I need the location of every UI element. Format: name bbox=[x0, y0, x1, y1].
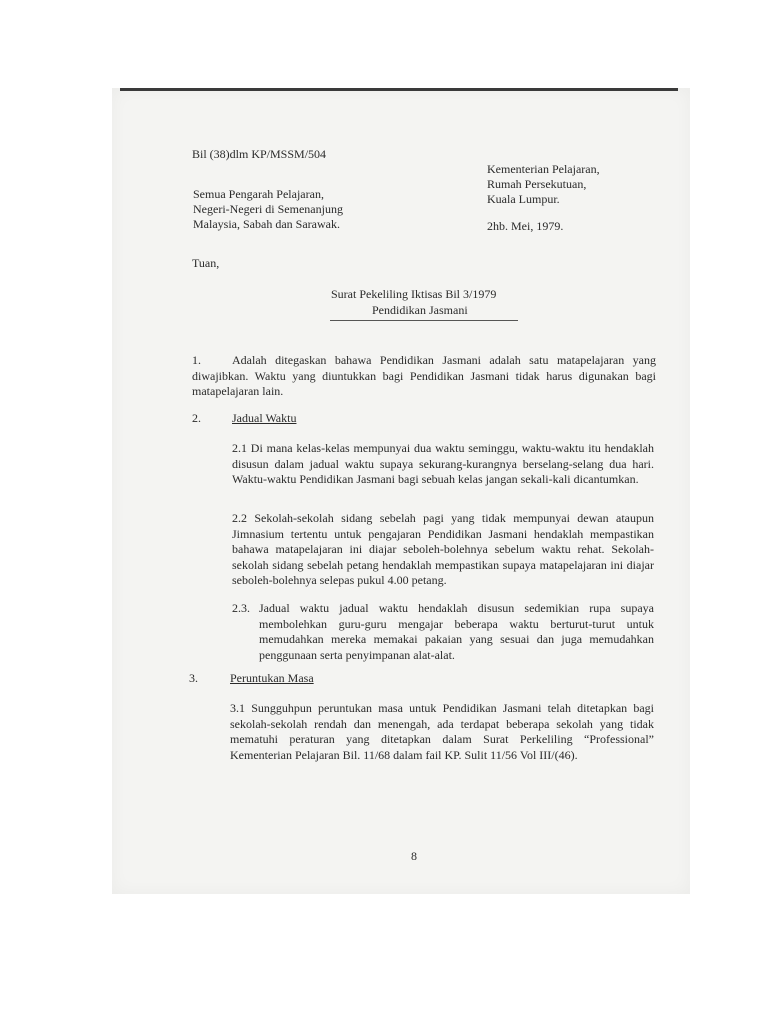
recipient-line-2: Negeri-Negeri di Semenanjung bbox=[193, 202, 343, 216]
recipient-line-1: Semua Pengarah Pelajaran, bbox=[193, 187, 324, 201]
paragraph-2-3-number: 2.3. bbox=[232, 601, 250, 615]
section-3-number: 3. bbox=[189, 671, 198, 685]
paragraph-2-1: 2.1 Di mana kelas-kelas mempunyai dua waktu seminggu, waktu-waktu itu hendaklah disusun dalam jadual waktu supaya sekurang-kurangnya berselang-selang dua hari. Waktu-waktu Pendidikan Jasmani bagi sebuah kelas jangan sekali-kali dicantumkan. bbox=[232, 441, 654, 486]
title-rule bbox=[330, 320, 518, 321]
recipient-line-3: Malaysia, Sabah dan Sarawak. bbox=[193, 217, 340, 231]
sender-address-line-3: Kuala Lumpur. bbox=[487, 192, 560, 206]
letter-date: 2hb. Mei, 1979. bbox=[487, 219, 564, 233]
salutation: Tuan, bbox=[192, 256, 220, 270]
section-1-text: Adalah ditegaskan bahawa Pendidikan Jasmani adalah satu matapelajaran yang diwajibkan. Waktu yang diuntukkan bagi Pendidikan Jasmani tidak harus digunakan bagi matapelajaran lain. bbox=[192, 353, 656, 398]
circular-title: Surat Pekeliling Iktisas Bil 3/1979 bbox=[331, 287, 497, 301]
circular-subject: Pendidikan Jasmani bbox=[372, 303, 468, 317]
section-2-heading: Jadual Waktu bbox=[232, 411, 297, 425]
top-edge-line bbox=[120, 88, 678, 91]
paragraph-2-2: 2.2 Sekolah-sekolah sidang sebelah pagi yang tidak mempunyai dewan ataupun Jimnasium tertentu untuk pengajaran Pendidikan Jasmani hendaklah mempastikan bahawa matapelajaran ini diajar seboleh-bolehnya sebelum waktu rehat. Sekolah-sekolah sidang sebelah petang hendaklah mempastikan supaya matapelajaran ini diajar seboleh-bolehnya selepas pukul 4.00 petang. bbox=[232, 511, 654, 587]
reference-number: Bil (38)dlm KP/MSSM/504 bbox=[192, 147, 327, 161]
sender-address-line-1: Kementerian Pelajaran, bbox=[487, 162, 600, 176]
section-3-heading: Peruntukan Masa bbox=[230, 671, 314, 685]
section-1-number: 1. bbox=[192, 353, 201, 367]
page-number: 8 bbox=[411, 849, 417, 863]
paragraph-2-3: Jadual waktu jadual waktu hendaklah disusun sedemikian rupa supaya membolehkan guru-guru mengajar beberapa waktu berturut-turut untuk memudahkan mereka memakai pakaian yang sesuai dan juga memudahkan penggunaan serta penyimpanan alat-alat. bbox=[259, 601, 654, 662]
section-2-number: 2. bbox=[192, 411, 201, 425]
paragraph-3-1: 3.1 Sungguhpun peruntukan masa untuk Pendidikan Jasmani telah ditetapkan bagi sekolah-sekolah rendah dan menengah, ada terdapat beberapa sekolah yang tidak mematuhi peraturan yang ditetapkan dalam Surat Perkeliling “Professional” Kementerian Pelajaran Bil. 11/68 dalam fail KP. Sulit 11/56 Vol III/(46). bbox=[230, 701, 654, 762]
sender-address-line-2: Rumah Persekutuan, bbox=[487, 177, 587, 191]
